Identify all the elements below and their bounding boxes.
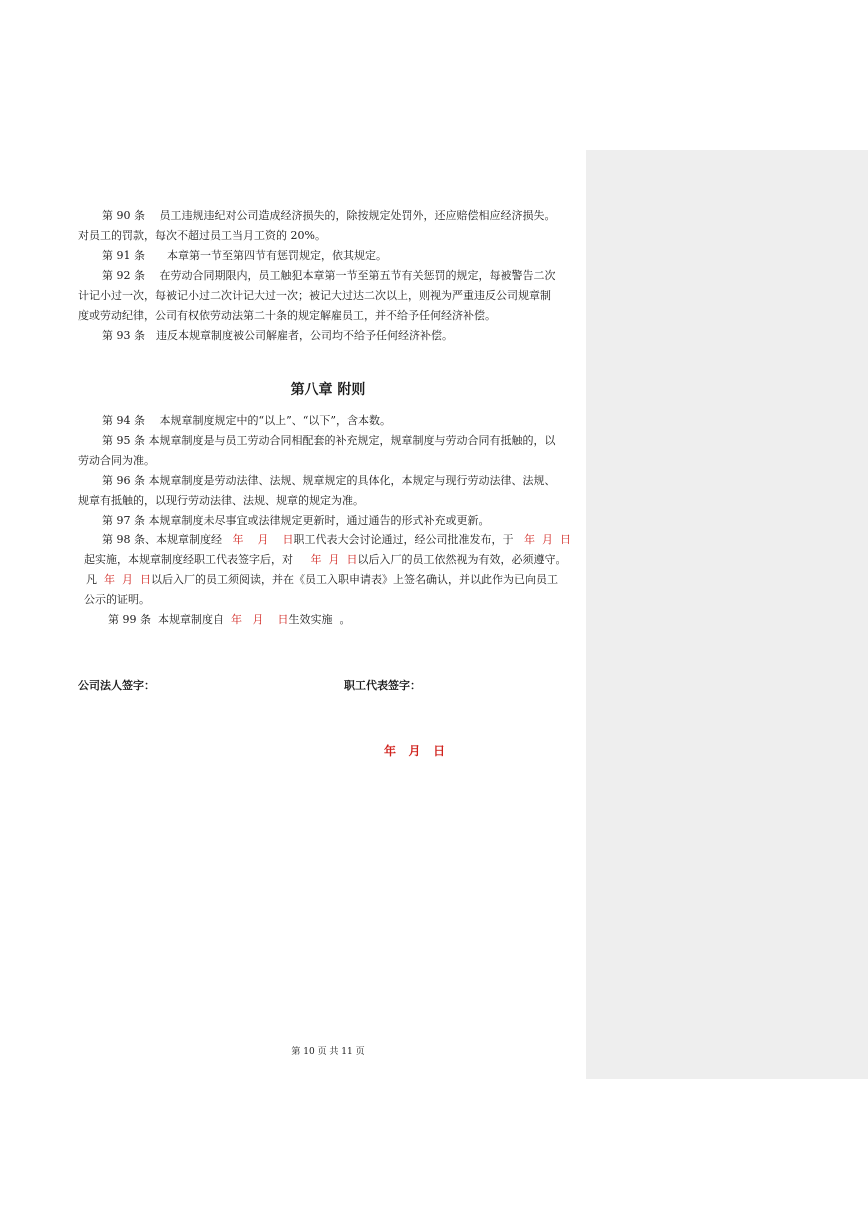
employee-rep-signature-label: 职工代表签字： [344,679,421,692]
article-93: 第 93 条 违反本规章制度被公司解雇者，公司均不给予任何经济补偿。 [102,329,453,342]
article-98-date-red: 年 月 日 [513,533,571,546]
article-98-line-3 [86,572,586,588]
article-98-line-2 [84,552,584,568]
signature-date: 年 月 日 [384,744,446,758]
article-98-text: 凡 [86,573,97,586]
article-98-text: 以后入厂的员工须阅读，并在《员工入职申请表》上签名确认，并以此作为已向员工 [150,573,558,586]
article-99-text: 第 99 条 本规章制度自 [108,613,224,626]
article-96-line-1: 第 96 条 本规章制度是劳动法律、法规、规章规定的具体化，本规定与现行劳动法律、法规、 [102,474,556,487]
article-99-date-red: 年 月 日 [223,613,289,626]
article-98-text: 起实施，本规章制度经职工代表签字后，对 [84,553,293,566]
article-98-text: 职工代表大会讨论通过，经公司批准发布，于 [293,533,514,546]
article-98-line-1 [78,532,578,548]
article-98-line-4: 公示的证明。 [84,593,150,606]
article-98-text: 以后入厂的员工依然视为有效，必须遵守。 [357,553,567,566]
article-95-line-1: 第 95 条 本规章制度是与员工劳动合同相配套的补充规定，规章制度与劳动合同有抵触的，以 [102,434,556,447]
article-99 [108,612,608,628]
article-94: 第 94 条 本规章制度规定中的“以上”、“以下”，含本数。 [102,414,391,427]
article-97: 第 97 条 本规章制度未尽事宜或法律规定更新时，通过通告的形式补充或更新。 [102,514,490,527]
chapter-title: 第八章 附则 [290,382,366,398]
article-92-line-3: 度或劳动纪律，公司有权依劳动法第二十条的规定解雇员工，并不给予任何经济补偿。 [78,309,496,322]
article-92-line-2: 计记小过一次，每被记小过二次计记大过一次；被记大过达二次以上，则视为严重违反公司规章制 [78,289,551,302]
article-92-line-1: 第 92 条 在劳动合同期限内，员工触犯本章第一节至第五节有关惩罚的规定，每被警告二次 [102,269,556,282]
article-90-line-1: 第 90 条 员工违规违纪对公司造成经济损失的，除按规定处罚外，还应赔偿相应经济损失。 [102,209,556,222]
article-95-line-2: 劳动合同为准。 [78,454,155,467]
article-98-text: 第 98 条、本规章制度经 [102,533,222,546]
company-signature-label: 公司法人签字： [78,679,155,692]
comment-margin-pane [586,150,868,1079]
article-91: 第 91 条 本章第一节至第四节有惩罚规定，依其规定。 [102,249,387,262]
page-number-footer: 第 10 页 共 11 页 [291,1047,365,1057]
article-98-date-red: 年 月 日 [222,533,294,546]
article-98-date-red: 年 月 日 [97,573,151,586]
article-90-line-2: 对员工的罚款，每次不超过员工当月工资的 20%。 [78,229,326,242]
article-96-line-2: 规章有抵触的，以现行劳动法律、法规、规章的规定为准。 [78,494,364,507]
article-98-date-red: 年 月 日 [293,553,358,566]
article-99-text: 生效实施 。 [288,613,351,626]
